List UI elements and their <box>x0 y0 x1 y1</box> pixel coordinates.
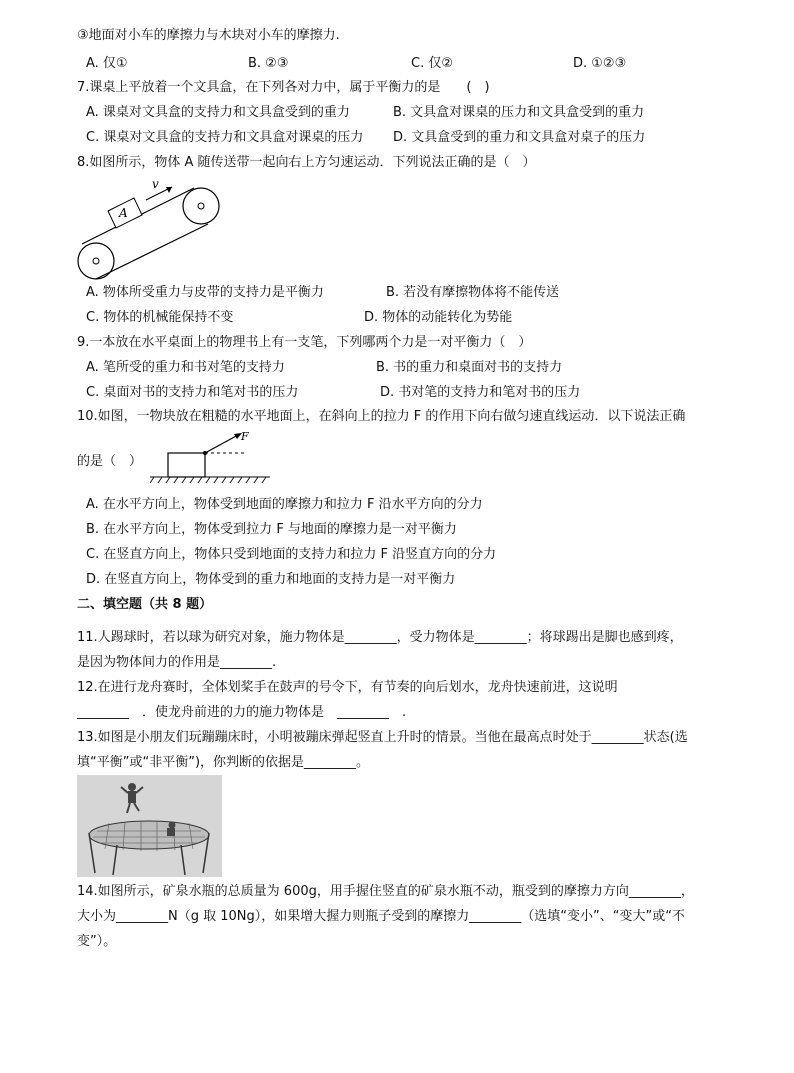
q6-option-b: B. ②③ <box>248 56 289 71</box>
conveyor-mass-label: A <box>119 206 128 220</box>
q6-option-d: D. ①②③ <box>573 56 627 71</box>
q13-stem: 13.如图是小朋友们玩蹦蹦床时，小明被蹦床弹起竖直上升时的情景。当他在最高点时处于________状态(选 <box>77 730 688 745</box>
q10-option-a: A. 在水平方向上，物体受到地面的摩擦力和拉力 F 沿水平方向的分力 <box>86 497 483 512</box>
q10-option-c: C. 在竖直方向上，物体只受到地面的支持力和拉力 F 沿竖直方向的分力 <box>86 547 497 562</box>
conveyor-velocity-label: v <box>152 177 159 191</box>
q9-option-d: D. 书对笔的支持力和笔对书的压力 <box>380 385 581 400</box>
q8-option-b: B. 若没有摩擦物体将不能传送 <box>386 285 560 300</box>
q9-option-a: A. 笔所受的重力和书对笔的支持力 <box>86 360 285 375</box>
q13-stem-cont: 填“平衡”或“非平衡”)，你判断的依据是________。 <box>77 755 370 770</box>
q8-stem: 8.如图所示，物体 A 随传送带一起向右上方匀速运动．下列说法正确的是（ ） <box>77 155 536 170</box>
q9-stem: 9.一本放在水平桌面上的物理书上有一支笔，下列哪两个力是一对平衡力（ ） <box>77 335 532 350</box>
q6-statement-3: ③地面对小车的摩擦力与木块对小车的摩擦力. <box>77 28 340 43</box>
q9-option-c: C. 桌面对书的支持力和笔对书的压力 <box>86 385 299 400</box>
q12-stem: 12.在进行龙舟赛时，全体划桨手在鼓声的号令下，有节奏的向后划水，龙舟快速前进，这说明 <box>77 680 618 695</box>
q7-stem: 7.课桌上平放着一个文具盒，在下列各对力中，属于平衡力的是 ( ) <box>77 80 490 95</box>
q8-option-c: C. 物体的机械能保持不变 <box>86 310 234 325</box>
block-force-figure <box>150 428 276 486</box>
q7-option-b: B. 文具盒对课桌的压力和文具盒受到的重力 <box>393 105 645 120</box>
q6-option-c: C. 仅② <box>411 56 453 71</box>
q14-stem-cont-2: 变”）。 <box>77 934 117 949</box>
q8-option-a: A. 物体所受重力与皮带的支持力是平衡力 <box>86 285 324 300</box>
q7-option-a: A. 课桌对文具盒的支持力和文具盒受到的重力 <box>86 105 350 120</box>
q14-stem-cont: 大小为________N（g 取 10Ng），如果增大握力则瓶子受到的摩擦力________（选填“变小”、“变大”或“不 <box>77 909 685 924</box>
force-label: F <box>241 430 249 443</box>
trampoline-photo <box>77 775 222 877</box>
q11-stem-cont: 是因为物体间力的作用是________. <box>77 655 277 670</box>
q10-stem: 10.如图，一物块放在粗糙的水平地面上，在斜向上的拉力 F 的作用下向右做匀速直线运动．以下说法正确 <box>77 409 686 424</box>
q7-option-c: C. 课桌对文具盒的支持力和文具盒对课桌的压力 <box>86 130 364 145</box>
q9-option-b: B. 书的重力和桌面对书的支持力 <box>376 360 563 375</box>
q14-stem: 14.如图所示，矿泉水瓶的总质量为 600g，用手握住竖直的矿泉水瓶不动，瓶受到的摩擦力方向________， <box>77 884 694 899</box>
q8-option-d: D. 物体的动能转化为势能 <box>364 310 513 325</box>
conveyor-belt-figure <box>76 174 236 282</box>
q6-option-a: A. 仅① <box>86 56 128 71</box>
q10-stem-cont: 的是（ ） <box>77 454 143 469</box>
q7-option-d: D. 文具盒受到的重力和文具盒对桌子的压力 <box>393 130 646 145</box>
q10-option-b: B. 在水平方向上，物体受到拉力 F 与地面的摩擦力是一对平衡力 <box>86 522 457 537</box>
q12-stem-cont: ________ ．使龙舟前进的力的施力物体是 ________ . <box>77 705 407 720</box>
section-heading: 二、填空题（共 8 题） <box>77 597 213 612</box>
q11-stem: 11.人踢球时，若以球为研究对象，施力物体是________，受力物体是________；将球踢出是脚也感到疼， <box>77 630 683 645</box>
q10-option-d: D. 在竖直方向上，物体受到的重力和地面的支持力是一对平衡力 <box>86 572 456 587</box>
